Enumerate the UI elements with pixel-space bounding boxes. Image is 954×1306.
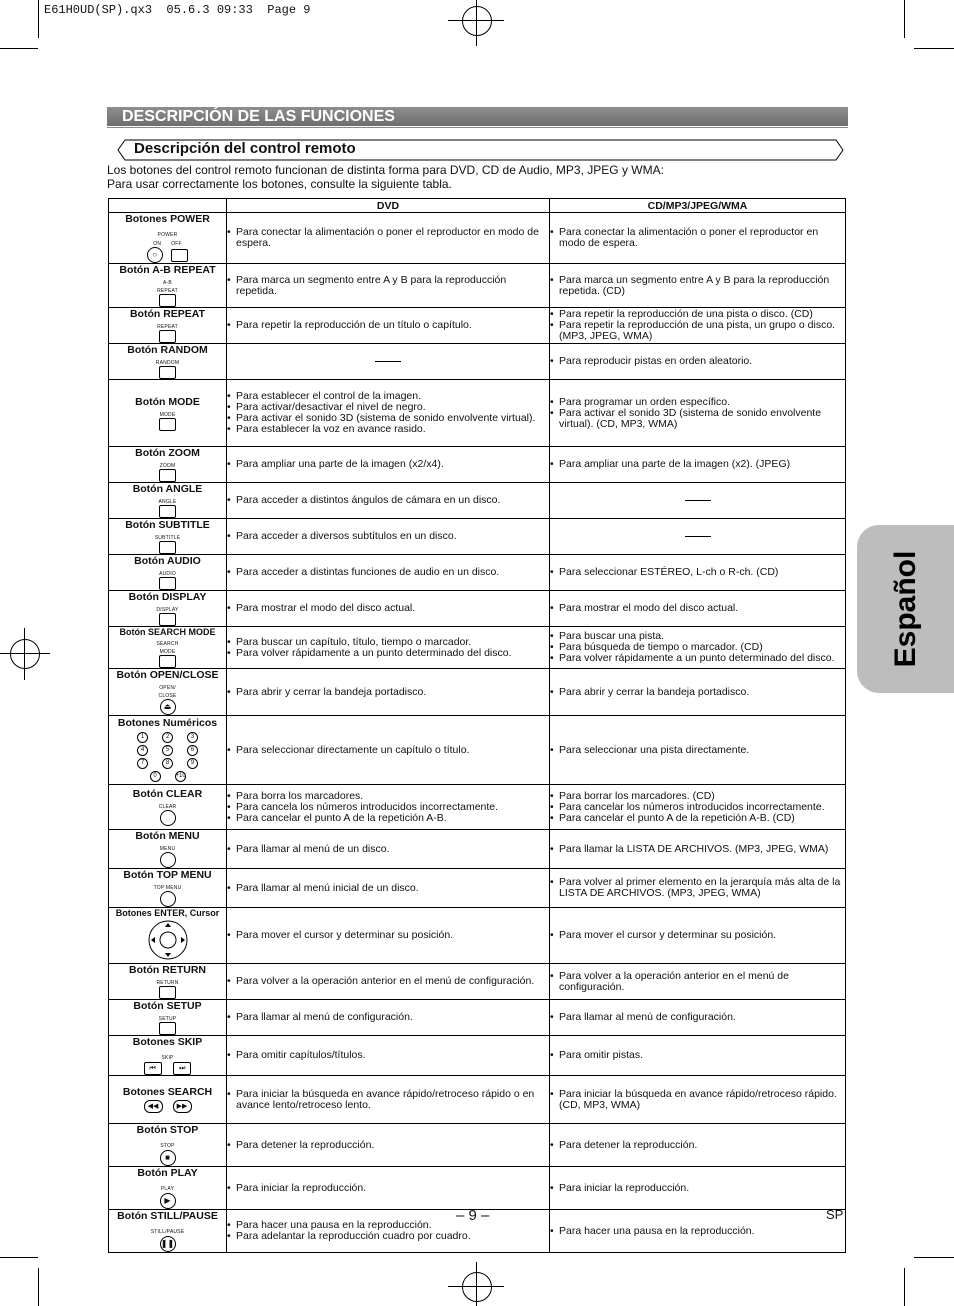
crop-mark bbox=[914, 48, 954, 49]
intro-line: Para usar correctamente los botones, consulte la siguiente tabla. bbox=[107, 177, 452, 191]
button-name: Botón STOP bbox=[136, 1124, 199, 1136]
button-cell bbox=[109, 555, 227, 591]
remote-button[interactable] bbox=[159, 366, 176, 379]
number-key-button[interactable]: 4 bbox=[137, 745, 148, 756]
function-description: • Para cancelar el punto A de la repetición A-B. bbox=[227, 813, 549, 824]
crop-mark bbox=[0, 48, 38, 49]
number-key-button[interactable]: 2 bbox=[162, 732, 173, 743]
table-row bbox=[109, 447, 846, 483]
function-description: • Para volver a la operación anterior en el menú de configuración. bbox=[227, 976, 549, 987]
remote-button[interactable] bbox=[159, 418, 176, 431]
button-cell bbox=[109, 213, 227, 264]
table-row bbox=[109, 308, 846, 344]
cd-cell bbox=[550, 785, 846, 830]
button-cell bbox=[109, 1036, 227, 1076]
function-description: • Para iniciar la búsqueda en avance rápido/retroceso rápido. (CD, MP3, WMA) bbox=[550, 1089, 845, 1111]
function-description: • Para llamar al menú inicial de un disco. bbox=[227, 883, 549, 894]
key-label: POWER bbox=[157, 232, 178, 238]
function-description: • Para volver a la operación anterior en el menú de configuración. bbox=[550, 971, 845, 993]
button-name: Botón ZOOM bbox=[135, 447, 200, 459]
table-row bbox=[109, 1000, 846, 1036]
function-description: • Para iniciar la búsqueda en avance rápido/retroceso rápido o en avance lento/retroceso lento. bbox=[227, 1089, 549, 1111]
button-name: Botón A-B REPEAT bbox=[119, 264, 216, 276]
language-side-tab-label: Español bbox=[888, 550, 922, 668]
key-label: PLAY bbox=[160, 1186, 175, 1192]
cd-cell bbox=[550, 308, 846, 344]
dvd-cell bbox=[227, 1210, 550, 1253]
registration-mark bbox=[448, 1286, 504, 1287]
cd-cell bbox=[550, 1124, 846, 1167]
power-off-button[interactable] bbox=[171, 249, 188, 262]
remote-button[interactable] bbox=[159, 294, 176, 307]
function-description: • Para cancelar el punto A de la repetición A-B. (CD) bbox=[550, 813, 845, 824]
dvd-cell bbox=[227, 1036, 550, 1076]
button-name: Botón OPEN/CLOSE bbox=[116, 669, 219, 681]
dvd-cell bbox=[227, 669, 550, 716]
button-name: Botón CLEAR bbox=[132, 788, 203, 800]
dvd-cell bbox=[227, 308, 550, 344]
function-description: • Para establecer la voz en avance rasido. bbox=[227, 424, 549, 435]
table-row bbox=[109, 380, 846, 447]
number-key-button[interactable]: 6 bbox=[187, 745, 198, 756]
crop-mark bbox=[904, 1268, 905, 1306]
table-row bbox=[109, 555, 846, 591]
table-row bbox=[109, 830, 846, 869]
function-description: • Para borrar los marcadores. (CD) bbox=[550, 791, 845, 802]
cd-cell bbox=[550, 1210, 846, 1253]
key-label: ANGLE bbox=[158, 499, 177, 505]
function-description: • Para programar un orden específico. bbox=[550, 397, 845, 408]
cd-cell bbox=[550, 1000, 846, 1036]
not-applicable-dash bbox=[685, 500, 711, 501]
key-label: SETUP bbox=[158, 1016, 177, 1022]
button-name: Botón MODE bbox=[135, 395, 200, 408]
cd-cell bbox=[550, 591, 846, 627]
function-description: • Para repetir la reproducción de una pista o disco. (CD) bbox=[550, 309, 845, 320]
key-label: STOP bbox=[160, 1143, 175, 1149]
cd-cell bbox=[550, 627, 846, 669]
button-name: Botón RETURN bbox=[129, 964, 206, 976]
table-row bbox=[109, 627, 846, 669]
table-row bbox=[109, 908, 846, 964]
remote-button[interactable] bbox=[159, 541, 176, 554]
key-label: MODE bbox=[159, 411, 176, 418]
button-name: Botones POWER bbox=[125, 213, 210, 225]
number-key-button[interactable]: 0 bbox=[150, 771, 161, 782]
not-applicable-dash bbox=[375, 361, 401, 362]
button-cell bbox=[109, 308, 227, 344]
function-description: • Para conectar la alimentación o poner el reproductor en modo de espera. bbox=[227, 227, 549, 249]
intro-line: Los botones del control remoto funcionan de distinta forma para DVD, CD de Audio, MP3, JPEG y WMA: bbox=[107, 163, 664, 177]
key-label: REPEAT bbox=[157, 324, 178, 330]
button-name: Botón SETUP bbox=[133, 1000, 202, 1012]
table-row bbox=[109, 483, 846, 519]
search-reverse-button[interactable]: ◀◀ bbox=[144, 1100, 163, 1113]
key-label: OPEN/ bbox=[159, 685, 176, 691]
function-description: • Para acceder a diversos subtítulos en un disco. bbox=[227, 531, 549, 542]
function-description: • Para llamar al menú de configuración. bbox=[550, 1012, 845, 1023]
function-description: • Para marca un segmento entre A y B para la reproducción repetida. (CD) bbox=[550, 275, 845, 297]
function-description: • Para llamar al menú de un disco. bbox=[227, 844, 549, 855]
cd-cell bbox=[550, 908, 846, 964]
button-cell bbox=[109, 483, 227, 519]
section-rule bbox=[107, 127, 848, 128]
number-key-button[interactable]: 5 bbox=[162, 745, 173, 756]
dvd-cell bbox=[227, 1124, 550, 1167]
key-label: TOP MENU bbox=[153, 885, 182, 891]
button-cell bbox=[109, 344, 227, 380]
play-button[interactable]: ▶ bbox=[160, 1193, 176, 1209]
function-description: • Para buscar una pista. bbox=[550, 631, 845, 642]
pause-button[interactable]: ❚❚ bbox=[160, 1236, 176, 1252]
button-cell bbox=[109, 380, 227, 447]
cd-cell bbox=[550, 483, 846, 519]
button-cell bbox=[109, 1210, 227, 1253]
button-cell bbox=[109, 447, 227, 483]
dvd-cell bbox=[227, 908, 550, 964]
function-table bbox=[108, 198, 846, 1253]
button-cell bbox=[109, 264, 227, 308]
dvd-cell bbox=[227, 591, 550, 627]
function-description: • Para ampliar una parte de la imagen (x2/x4). bbox=[227, 459, 549, 470]
dvd-cell bbox=[227, 1000, 550, 1036]
function-description: • Para borra los marcadores. bbox=[227, 791, 549, 802]
section-title: DESCRIPCIÓN DE LAS FUNCIONES bbox=[122, 108, 395, 125]
cd-cell bbox=[550, 830, 846, 869]
dvd-cell bbox=[227, 1167, 550, 1210]
remote-button[interactable] bbox=[159, 613, 176, 626]
button-name: Botón MENU bbox=[135, 830, 200, 842]
function-description: • Para mostrar el modo del disco actual. bbox=[550, 603, 845, 614]
table-row bbox=[109, 869, 846, 908]
enter-cursor-pad[interactable] bbox=[146, 920, 190, 960]
function-description: • Para volver rápidamente a un punto determinado del disco. bbox=[550, 653, 845, 664]
skip-back-button[interactable]: ⏮ bbox=[144, 1062, 162, 1075]
table-row bbox=[109, 964, 846, 1000]
crop-mark bbox=[38, 1268, 39, 1306]
page-number: – 9 – bbox=[456, 1207, 490, 1224]
function-description: • Para detener la reproducción. bbox=[227, 1140, 549, 1151]
header-cell-cd: CD/MP3/JPEG/WMA bbox=[550, 199, 846, 213]
dvd-cell bbox=[227, 447, 550, 483]
key-label: ZOOM bbox=[159, 463, 176, 469]
number-key-button[interactable]: 8 bbox=[162, 758, 173, 769]
button-name: Botón PLAY bbox=[137, 1167, 198, 1179]
registration-mark bbox=[476, 1262, 477, 1306]
cd-cell bbox=[550, 264, 846, 308]
key-label: REPEAT bbox=[157, 288, 178, 294]
cd-cell bbox=[550, 716, 846, 785]
cd-cell bbox=[550, 1076, 846, 1124]
cd-cell bbox=[550, 213, 846, 264]
registration-mark bbox=[476, 0, 477, 46]
function-description: • Para activar el sonido 3D (sistema de sonido envolvente virtual). (CD, MP3, WMA) bbox=[550, 408, 845, 430]
table-row bbox=[109, 716, 846, 785]
button-name: Botón AUDIO bbox=[134, 555, 201, 567]
table-row bbox=[109, 1076, 846, 1124]
header-cell bbox=[109, 199, 227, 213]
button-name: Botones SKIP bbox=[132, 1036, 203, 1048]
cd-cell bbox=[550, 669, 846, 716]
function-description: • Para repetir la reproducción de un título o capítulo. bbox=[227, 320, 549, 331]
table-row bbox=[109, 669, 846, 716]
key-label: CLOSE bbox=[158, 693, 177, 699]
dvd-cell bbox=[227, 627, 550, 669]
button-name: Botón REPEAT bbox=[129, 308, 206, 320]
function-description: • Para iniciar la reproducción. bbox=[227, 1183, 549, 1194]
key-label: CLEAR bbox=[158, 804, 177, 810]
button-name: Botón STILL/PAUSE bbox=[117, 1210, 218, 1222]
key-label: ON bbox=[153, 241, 162, 247]
crop-mark bbox=[38, 0, 39, 38]
function-description: • Para detener la reproducción. bbox=[550, 1140, 845, 1151]
remote-button[interactable] bbox=[159, 577, 176, 590]
table-row bbox=[109, 344, 846, 380]
key-label: MODE bbox=[159, 649, 176, 655]
function-description: • Para omitir pistas. bbox=[550, 1050, 845, 1061]
function-description: • Para reproducir pistas en orden aleatorio. bbox=[550, 356, 845, 367]
number-key-button[interactable]: +10 bbox=[175, 771, 186, 782]
table-row bbox=[109, 1124, 846, 1167]
function-description: • Para seleccionar una pista directamente. bbox=[550, 745, 845, 756]
button-cell bbox=[109, 908, 227, 964]
function-description: • Para abrir y cerrar la bandeja portadisco. bbox=[227, 687, 549, 698]
dvd-cell bbox=[227, 519, 550, 555]
dvd-cell bbox=[227, 964, 550, 1000]
function-description: • Para mover el cursor y determinar su posición. bbox=[550, 930, 845, 941]
key-label: A-B bbox=[163, 280, 172, 286]
key-label: SKIP bbox=[161, 1055, 174, 1061]
button-cell bbox=[109, 785, 227, 830]
crop-mark bbox=[914, 1257, 954, 1258]
function-description: • Para mostrar el modo del disco actual. bbox=[227, 603, 549, 614]
crop-mark bbox=[904, 0, 905, 38]
function-description: • Para establecer el control de la imagen. bbox=[227, 391, 549, 402]
function-description: • Para repetir la reproducción de una pista, un grupo o disco. (MP3, JPEG, WMA) bbox=[550, 320, 845, 342]
function-description: • Para búsqueda de tiempo o marcador. (CD) bbox=[550, 642, 845, 653]
registration-mark bbox=[10, 639, 40, 669]
function-description: • Para abrir y cerrar la bandeja portadisco. bbox=[550, 687, 845, 698]
power-on-button[interactable]: ○ bbox=[147, 247, 163, 263]
button-cell bbox=[109, 591, 227, 627]
remote-button[interactable] bbox=[159, 1022, 176, 1035]
function-description: • Para conectar la alimentación o poner el reproductor en modo de espera. bbox=[550, 227, 845, 249]
key-label: DISPLAY bbox=[156, 607, 179, 613]
number-key-button[interactable]: 3 bbox=[187, 732, 198, 743]
dvd-cell bbox=[227, 344, 550, 380]
registration-mark bbox=[0, 653, 50, 654]
button-name: Botón RANDOM bbox=[127, 344, 208, 356]
number-key-button[interactable]: 7 bbox=[137, 758, 148, 769]
function-description: • Para llamar al menú de configuración. bbox=[227, 1012, 549, 1023]
skip-forward-button[interactable]: ⏭ bbox=[173, 1062, 191, 1075]
cd-cell bbox=[550, 380, 846, 447]
not-applicable-dash bbox=[685, 536, 711, 537]
button-cell bbox=[109, 627, 227, 669]
button-name: Botones SEARCH bbox=[122, 1086, 213, 1098]
dvd-cell bbox=[227, 555, 550, 591]
language-code: SP bbox=[826, 1207, 844, 1222]
remote-button[interactable] bbox=[159, 469, 176, 482]
dvd-cell bbox=[227, 785, 550, 830]
key-label: RETURN bbox=[156, 980, 179, 986]
function-description: • Para activar/desactivar el nivel de negro. bbox=[227, 402, 549, 413]
button-name: Botón TOP MENU bbox=[123, 869, 212, 881]
button-cell bbox=[109, 869, 227, 908]
table-row bbox=[109, 264, 846, 308]
crop-mark bbox=[0, 1257, 38, 1258]
dvd-cell bbox=[227, 830, 550, 869]
button-name: Botón DISPLAY bbox=[128, 591, 207, 603]
dvd-cell bbox=[227, 213, 550, 264]
function-description: • Para volver rápidamente a un punto determinado del disco. bbox=[227, 648, 549, 659]
remote-button[interactable] bbox=[160, 852, 176, 868]
cd-cell bbox=[550, 1036, 846, 1076]
table-row bbox=[109, 785, 846, 830]
button-cell bbox=[109, 1076, 227, 1124]
function-description: • Para ampliar una parte de la imagen (x2). (JPEG) bbox=[550, 459, 845, 470]
section-title-bar bbox=[107, 107, 848, 126]
remote-button[interactable] bbox=[160, 891, 176, 907]
table-header-row bbox=[109, 199, 846, 213]
key-label: AUDIO bbox=[159, 571, 176, 577]
button-name: Botones Numéricos bbox=[117, 717, 218, 729]
registration-mark bbox=[462, 1272, 492, 1302]
function-description: • Para cancelar los números introducidos incorrectamente. bbox=[550, 802, 845, 813]
cd-cell bbox=[550, 447, 846, 483]
dvd-cell bbox=[227, 264, 550, 308]
function-description: • Para llamar la LISTA DE ARCHIVOS. (MP3, JPEG, WMA) bbox=[550, 844, 845, 855]
remote-button[interactable] bbox=[159, 655, 176, 668]
button-name: Botón SUBTITLE bbox=[125, 519, 210, 531]
function-description: • Para hacer una pausa en la reproducción. bbox=[227, 1220, 549, 1231]
button-cell bbox=[109, 830, 227, 869]
button-name: Botones ENTER, Cursor bbox=[115, 908, 220, 918]
function-description: • Para activar el sonido 3D (sistema de sonido envolvente virtual). bbox=[227, 413, 549, 424]
cd-cell bbox=[550, 344, 846, 380]
eject-button[interactable]: ⏏ bbox=[160, 699, 176, 715]
remote-button[interactable] bbox=[159, 505, 176, 518]
button-cell bbox=[109, 1124, 227, 1167]
function-description: • Para adelantar la reproducción cuadro por cuadro. bbox=[227, 1231, 549, 1242]
key-label: SEARCH bbox=[156, 641, 179, 647]
cd-cell bbox=[550, 964, 846, 1000]
key-label: MENU bbox=[159, 846, 176, 852]
function-description: • Para omitir capítulos/títulos. bbox=[227, 1050, 549, 1061]
dvd-cell bbox=[227, 869, 550, 908]
table-row bbox=[109, 591, 846, 627]
function-description: • Para seleccionar ESTÉREO, L-ch o R-ch. (CD) bbox=[550, 567, 845, 578]
subsection-header bbox=[107, 139, 843, 160]
button-cell bbox=[109, 669, 227, 716]
key-label: SUBTITLE bbox=[154, 535, 181, 541]
stop-button[interactable]: ■ bbox=[160, 1150, 176, 1166]
function-description: • Para marca un segmento entre A y B para la reproducción repetida. bbox=[227, 275, 549, 297]
table-row bbox=[109, 519, 846, 555]
cd-cell bbox=[550, 519, 846, 555]
button-cell bbox=[109, 964, 227, 1000]
function-description: • Para acceder a distintas funciones de audio en un disco. bbox=[227, 567, 549, 578]
function-description: • Para cancela los números introducidos incorrectamente. bbox=[227, 802, 549, 813]
dvd-cell bbox=[227, 716, 550, 785]
remote-button[interactable] bbox=[159, 330, 176, 343]
table-row bbox=[109, 213, 846, 264]
registration-mark bbox=[462, 6, 492, 36]
cd-cell bbox=[550, 1167, 846, 1210]
function-description: • Para iniciar la reproducción. bbox=[550, 1183, 845, 1194]
function-description: • Para seleccionar directamente un capítulo o título. bbox=[227, 745, 549, 756]
button-cell bbox=[109, 1167, 227, 1210]
key-label: RANDOM bbox=[155, 360, 180, 366]
function-description: • Para volver al primer elemento en la jerarquía más alta de la LISTA DE ARCHIVOS. (MP3, JPEG, WMA) bbox=[550, 877, 845, 899]
key-label: STILL/PAUSE bbox=[150, 1229, 185, 1235]
button-name: Botón SEARCH MODE bbox=[119, 627, 216, 637]
number-key-button[interactable]: 9 bbox=[187, 758, 198, 769]
subsection-title: Descripción del control remoto bbox=[134, 140, 356, 157]
button-cell bbox=[109, 716, 227, 785]
print-slug: E61H0UD(SP).qx3 05.6.3 09:33 Page 9 bbox=[44, 3, 311, 17]
search-forward-button[interactable]: ▶▶ bbox=[173, 1100, 192, 1113]
button-name: Botón ANGLE bbox=[132, 483, 203, 495]
function-description: • Para hacer una pausa en la reproducción. bbox=[550, 1226, 845, 1237]
dvd-cell bbox=[227, 483, 550, 519]
function-description: • Para mover el cursor y determinar su posición. bbox=[227, 930, 549, 941]
cd-cell bbox=[550, 555, 846, 591]
button-cell bbox=[109, 519, 227, 555]
key-label: OFF bbox=[171, 241, 182, 247]
table-row bbox=[109, 1167, 846, 1210]
remote-button[interactable] bbox=[159, 986, 176, 999]
language-side-tab bbox=[857, 525, 954, 693]
cd-cell bbox=[550, 869, 846, 908]
dvd-cell bbox=[227, 380, 550, 447]
table-row bbox=[109, 1036, 846, 1076]
number-key-button[interactable]: 1 bbox=[137, 732, 148, 743]
registration-mark bbox=[448, 20, 504, 21]
button-cell bbox=[109, 1000, 227, 1036]
dvd-cell bbox=[227, 1076, 550, 1124]
registration-mark bbox=[24, 628, 25, 680]
function-description: • Para acceder a distintos ángulos de cámara en un disco. bbox=[227, 495, 549, 506]
function-description: • Para buscar un capítulo, título, tiempo o marcador. bbox=[227, 637, 549, 648]
intro-paragraph bbox=[107, 163, 664, 191]
remote-button[interactable] bbox=[160, 810, 176, 826]
header-cell-dvd: DVD bbox=[227, 199, 550, 213]
